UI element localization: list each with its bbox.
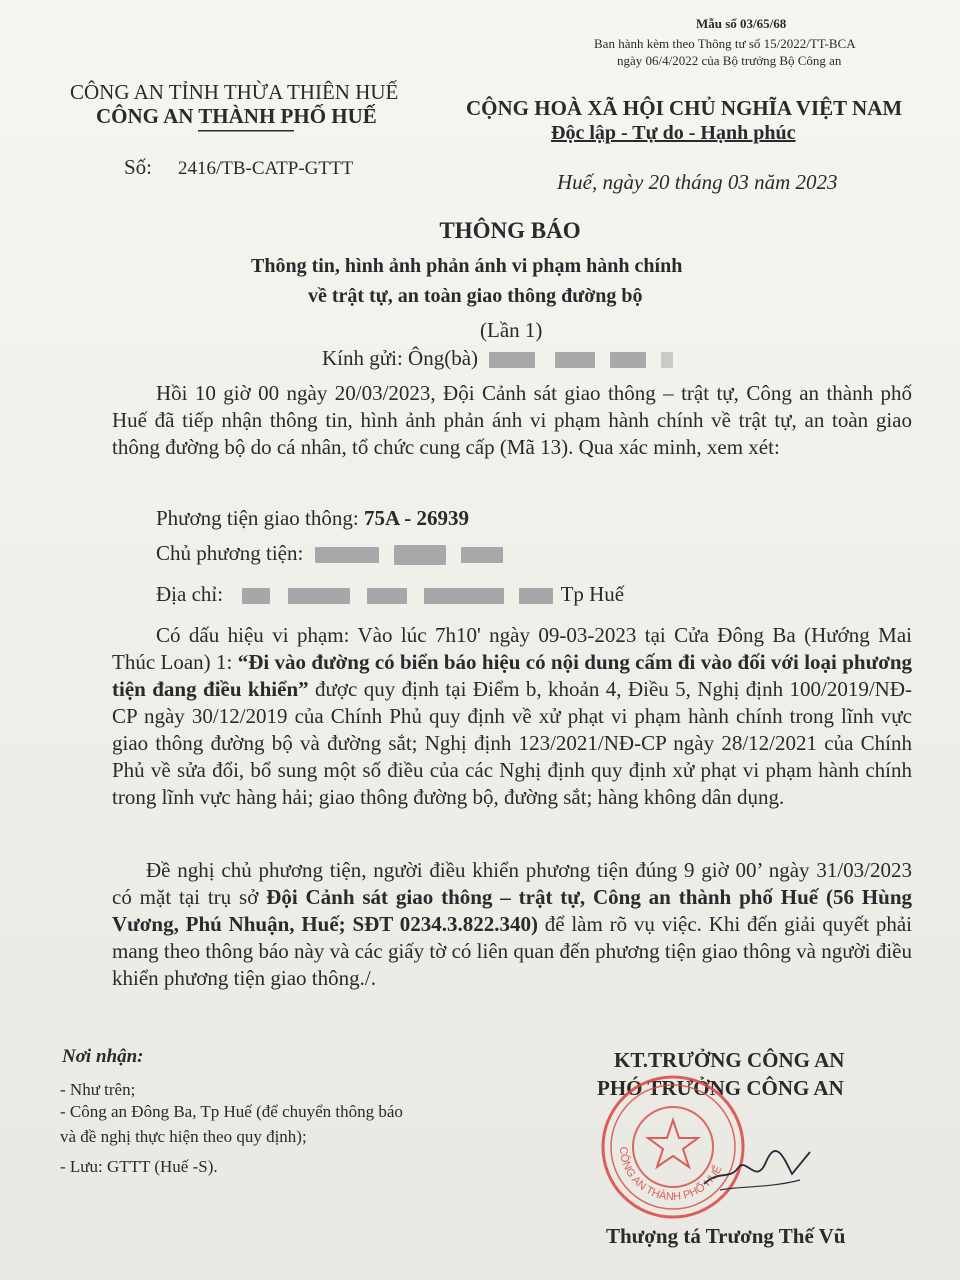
redacted-recipient-name [661, 352, 673, 368]
vehicle-label: Phương tiện giao thông: [156, 506, 359, 530]
signatory-title-line2: PHÓ TRƯỞNG CÔNG AN [597, 1076, 844, 1100]
request-instructions: để làm rõ vụ việc. Khi đến giải quyết phải mang theo thông báo này và các giấy tờ có liên quan đến phương tiện giao thông và người điều khiển phương tiện giao thông./. [112, 912, 912, 990]
nation-name: CỘNG HOÀ XÃ HỘI CHỦ NGHĨA VIỆT NAM [466, 96, 903, 120]
recipient-label: Kính gửi: Ông(bà) [322, 346, 479, 370]
request-paragraph [112, 857, 912, 992]
form-number: Mẫu số 03/65/68 [696, 16, 787, 31]
notice-count: (Lần 1) [480, 318, 543, 342]
intro-paragraph: Hồi 10 giờ 00 ngày 20/03/2023, Đội Cảnh sát giao thông – trật tự, Công an thành phố Huế đã tiếp nhận thông tin, hình ảnh phản ánh vi phạm hành chính về trật tự, an toàn giao thông đường bộ do cá nhân, tổ chức cung cấp (Mã 13). Qua xác minh, xem xét: [112, 381, 912, 459]
request-location: Đội Cảnh sát giao thông – trật tự, Công an thành phố Huế (56 Hùng Vương, Phú Nhuận, Huế; SĐT 0234.3.822.340) [112, 885, 912, 936]
address-city: Tp Huế [560, 582, 625, 606]
document-subtitle-line2: về trật tự, an toàn giao thông đường bộ [308, 285, 643, 307]
owner-line [156, 541, 503, 566]
redacted-address [519, 588, 553, 604]
redacted-recipient-name [555, 352, 595, 368]
vehicle-line [156, 506, 469, 531]
redacted-owner-name [315, 547, 379, 563]
violation-legal-basis: được quy định tại Điểm b, khoản 4, Điều 5, Nghị định 100/2019/NĐ-CP ngày 30/12/2019 của Chính Phủ quy định về xử phạt vi phạm hành chính trong lĩnh vực giao thông đường bộ và đường sắt; Nghị định 123/2021/NĐ-CP ngày 28/12/2021 của Chính Phủ về sửa đổi, bổ sung một số điều của các Nghị định quy định xử phạt vi phạm hành chính trong lĩnh vực hàng hải; giao thông đường bộ, đường sắt; hàng không dân dụng. [112, 677, 912, 809]
violation-paragraph [112, 622, 912, 811]
redacted-address [424, 588, 504, 604]
address-label: Địa chỉ: [156, 582, 224, 606]
handwritten-signature [700, 1140, 820, 1200]
receiver-item: - Như trên; [60, 1080, 136, 1099]
owner-label: Chủ phương tiện: [156, 541, 304, 565]
receiver-item: - Lưu: GTTT (Huế -S). [60, 1157, 218, 1176]
signer-name: Thượng tá Trương Thế Vũ [606, 1224, 846, 1248]
document-subtitle-line1: Thông tin, hình ảnh phản ánh vi phạm hành chính [251, 255, 683, 277]
violation-description: “Đi vào đường có biển báo hiệu có nội dung cấm đi vào đối với loại phương tiện đang điều khiển” [112, 650, 913, 701]
recipient-line [322, 346, 673, 371]
place-and-date: Huế, ngày 20 tháng 03 năm 2023 [557, 170, 838, 194]
redacted-owner-name [394, 545, 446, 565]
redacted-recipient-name [489, 352, 535, 368]
document-number-label: Số: [124, 155, 153, 179]
redacted-address [242, 588, 270, 604]
request-intro: Đề nghị chủ phương tiện, người điều khiển phương tiện đúng 9 giờ 00’ ngày 31/03/2023 có mặt tại trụ sở [112, 858, 912, 909]
parent-organization: CÔNG AN TỈNH THỪA THIÊN HUẾ [70, 80, 399, 104]
redacted-recipient-name [610, 352, 646, 368]
redacted-address [288, 588, 350, 604]
form-issued-note: Ban hành kèm theo Thông tư số 15/2022/TT-BCA [594, 36, 856, 51]
receiver-item: - Công an Đông Ba, Tp Huế (để chuyển thông báo [60, 1102, 403, 1121]
stamp-text: CÔNG AN THÀNH PHỐ HUẾ [616, 1146, 725, 1204]
signatory-title-line1: KT.TRƯỞNG CÔNG AN [614, 1048, 845, 1072]
violation-intro: Có dấu hiệu vi phạm: Vào lúc 7h10' ngày 09-03-2023 tại Cửa Đông Ba (Hướng Mai Thúc Loan) 1: [112, 623, 912, 674]
vehicle-plate: 75A - 26939 [363, 506, 469, 530]
receivers-label: Nơi nhận: [62, 1046, 144, 1067]
redacted-owner-name [461, 547, 503, 563]
org-underline [198, 129, 294, 133]
redacted-address [367, 588, 407, 604]
address-line [156, 582, 624, 607]
receiver-item: và đề nghị thực hiện theo quy định); [60, 1127, 307, 1146]
form-issued-date: ngày 06/4/2022 của Bộ trưởng Bộ Công an [617, 53, 842, 68]
document-title: THÔNG BÁO [439, 218, 581, 243]
issuing-organization: CÔNG AN THÀNH PHỐ HUẾ [96, 104, 377, 128]
national-motto: Độc lập - Tự do - Hạnh phúc [551, 122, 796, 144]
document-number: 2416/TB-CATP-GTTT [178, 158, 354, 179]
